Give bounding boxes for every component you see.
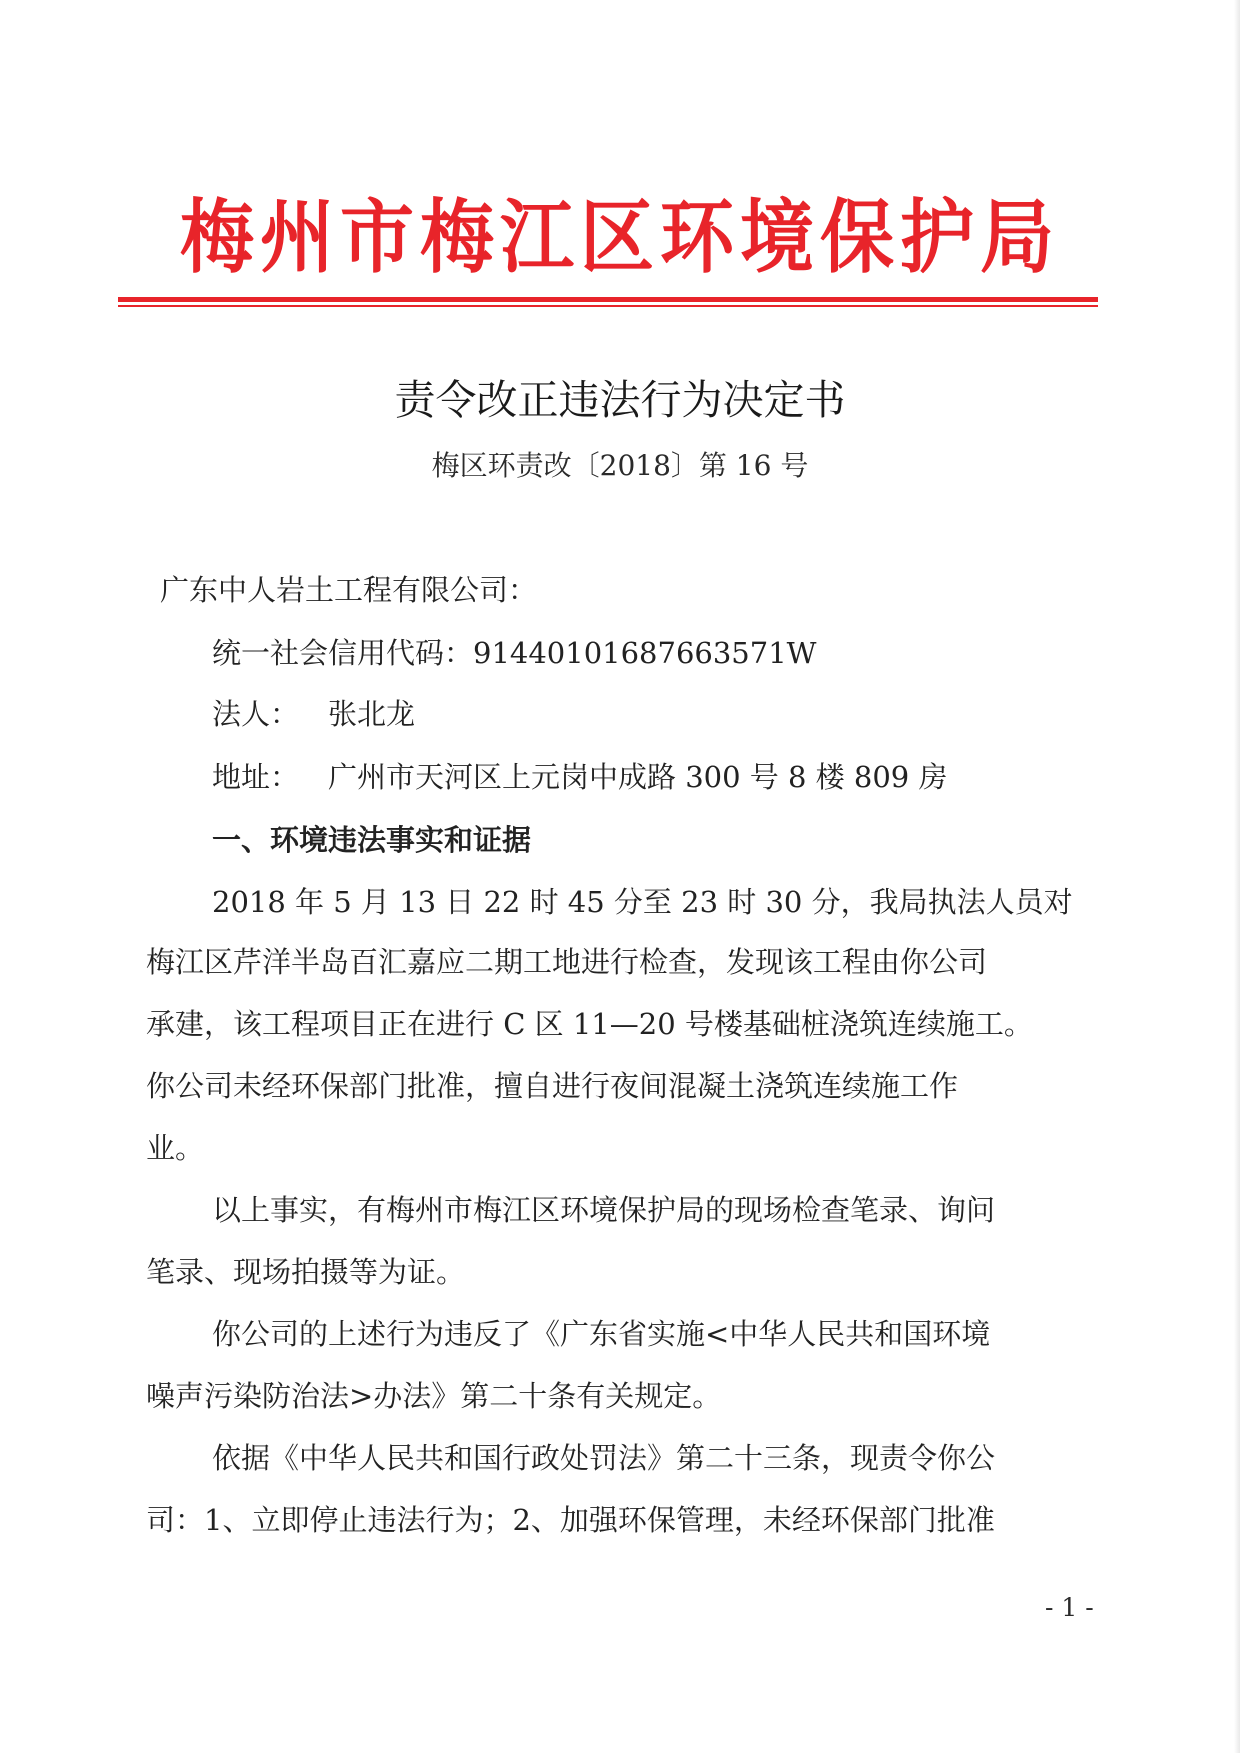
- masthead-red-line-thin: [118, 305, 1098, 307]
- legal-person-line: [212, 692, 415, 736]
- address-value: 广州市天河区上元岗中成路 300 号 8 楼 809 房: [328, 760, 948, 794]
- address-label: 地址：: [212, 760, 300, 794]
- section-heading: 一、环境违法事实和证据: [212, 823, 532, 857]
- order-line-1: 依据《中华人民共和国行政处罚法》第二十三条，现责令你公: [212, 1441, 996, 1475]
- facts-line-5: 业。: [146, 1131, 205, 1165]
- evidence-line-2: 笔录、现场拍摄等为证。: [146, 1255, 466, 1289]
- credit-code-line: 统一社会信用代码：91440101687663571W: [212, 636, 817, 670]
- order-line-2: 司：1、立即停止违法行为；2、加强环保管理，未经环保部门批准: [146, 1503, 995, 1537]
- document-title: 责令改正违法行为决定书: [394, 376, 846, 424]
- legal-person-value: 张北龙: [328, 697, 416, 731]
- evidence-line-1: 以上事实，有梅州市梅江区环境保护局的现场检查笔录、询问: [212, 1193, 996, 1227]
- violation-line-1: 你公司的上述行为违反了《广东省实施<中华人民共和国环境: [212, 1317, 991, 1351]
- recipient: 广东中人岩土工程有限公司：: [160, 573, 538, 607]
- legal-person-label: 法人：: [212, 697, 300, 731]
- document-number: 梅区环责改〔2018〕第 16 号: [431, 449, 809, 482]
- facts-line-2: 梅江区芹洋半岛百汇嘉应二期工地进行检查，发现该工程由你公司: [146, 945, 988, 979]
- masthead-red-line: [118, 297, 1098, 302]
- page-number: - 1 -: [1045, 1593, 1094, 1622]
- facts-line-3: 承建，该工程项目正在进行 C 区 11—20 号楼基础桩浇筑连续施工。: [146, 1007, 1033, 1041]
- violation-line-2: 噪声污染防治法>办法》第二十条有关规定。: [146, 1379, 722, 1413]
- address-line: [212, 755, 947, 799]
- facts-line-4: 你公司未经环保部门批准，擅自进行夜间混凝土浇筑连续施工作: [146, 1069, 959, 1103]
- facts-line-1: 2018 年 5 月 13 日 22 时 45 分至 23 时 30 分，我局执法人员对: [212, 885, 1073, 919]
- masthead-title: 梅州市梅江区环境保护局: [180, 191, 1060, 285]
